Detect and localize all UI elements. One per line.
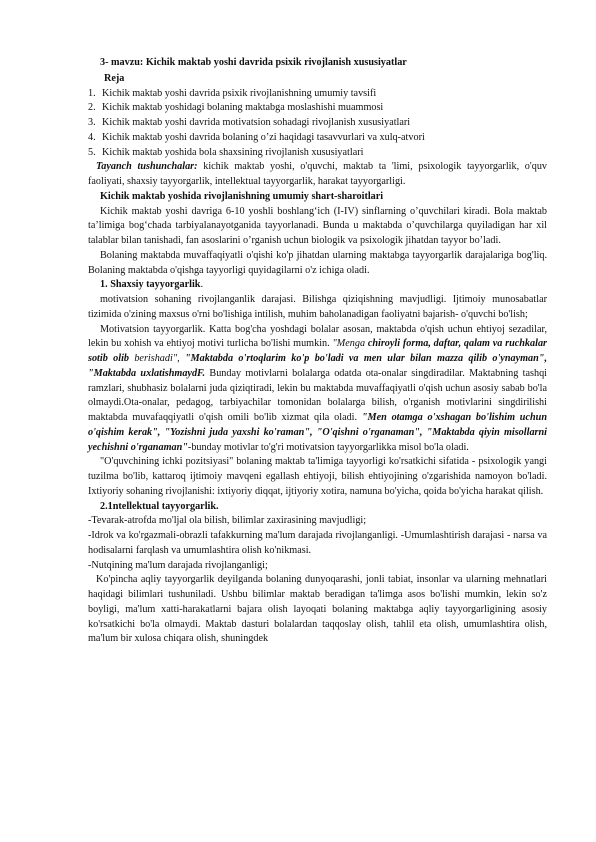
subsection-heading-personal xyxy=(88,278,547,293)
text-run: -bunday motivlar to'g'ri motivatsion tayyorgarlikka misol bo'la oladi. xyxy=(187,441,469,453)
plan-list xyxy=(88,87,547,161)
subsection-heading-intellectual: 2.1ntellektual tayyorgarlik. xyxy=(100,500,219,512)
italic-run: berishadi", xyxy=(134,353,185,364)
bold-italic-run: chiroyli forma, daftar, qalam va ruchkalar sotib olib xyxy=(88,338,548,364)
plan-item-text: Kichik maktab yoshida bola shaxsining rivojlanish xususiyatlari xyxy=(102,146,364,158)
paragraph-intro: Kichik maktab yoshi davriga 6-10 yoshli boshlang‘ich (I-IV) sinflarning o’quvchilari kiradi. Bola maktab ta’limiga bog‘chada tarbiyalanayotganida tayyorlanadi. Bunda u maktabda o’quvchilarga quyiladigan har xil talablar bilan tanishadi, fan asoslarini o’rganish uchun biologik va psixologik jihatdan tayyor bo’ladi. xyxy=(88,205,547,246)
plan-item-number: 4. xyxy=(88,131,96,143)
bold-italic-run: "Men otamga o'xshagan bo'lishim uchun o'qishim kerak", "Yozishni juda yaxshi ko'raman", "O'qishni o'rganaman", "Maktabda qiyin misollarni yechishni o'rganaman" xyxy=(88,412,547,453)
subsection-dot: . xyxy=(200,279,204,291)
list-line: -Idrok va ko'rgazmali-obrazli tafakkurning ma'lum darajada rivojlanganligi. -Umumlashtirish darajasi - narsa va hodisalarni farqlash va umumlashtira olish ko'nikmasi. xyxy=(88,530,547,556)
list-line: -Nutqining ma'lum darajada rivojlanganligi; xyxy=(88,559,268,571)
plan-item-text: Kichik maktab yoshi davrida psixik rivojlanishning umumiy tavsifi xyxy=(102,87,377,99)
paragraph-inner-position: "O'quvchining ichki pozitsiyasi" bolaning maktab ta'limiga tayyorligi ko'rsatkichi sifatida - psixologik yangi tuzilma bo'lib, kattaroq ijtimoiy mavqeni egallash ehtiyoji, bilish ehtiyojining o'zgarishida namoyon bo'ladi. Ixtiyoriy sohaning rivojlanishi: ixtiyoriy diqqat, ijtiyoriy xotira, namuna bo'yicha, qoida bo'yicha harakat qilish. xyxy=(88,456,547,497)
plan-item-text: Kichik maktab yoshi davrida bolaning o’zi haqidagi tasavvurlari va xulq-atvori xyxy=(102,131,425,143)
plan-item-number: 3. xyxy=(88,117,96,128)
plan-item-number: 5. xyxy=(88,146,96,158)
topic-title: 3- mavzu: Kichik maktab yoshi davrida psixik rivojlanish xususiyatlar xyxy=(100,57,407,68)
paragraph-motivational-readiness xyxy=(88,323,547,456)
plan-heading: Reja xyxy=(104,72,125,84)
plan-item-text: Kichik maktab yoshidagi bolaning maktabga moslashishi muammosi xyxy=(102,102,384,114)
paragraph-mental-readiness: Ko'pincha aqliy tayyorgarlik deyilganda bolaning dunyoqarashi, jonli tabiat, insonlar va ularning mehnatlari haqidagi bilimlari tushuniladi. Ushbu bilimlar maktab beradigan ta'limga asos bo'lishi mumkin, lekin so'z boyligi, ma'lum xatti-harakatlarni bajara olish layoqati bolaning maktabga aqliy tayyorgarligining asosiy ko'rsatkichi bo'la olmaydi. Maktab dasturi bolalardan taqqoslay olish, tahlil eta olish, umumlashtira olish, ma'lum bir xulosa chiqara olish, shuningdek xyxy=(88,574,547,645)
paragraph-motivation-sphere: motivatsion sohaning rivojlanganlik darajasi. Bilishga qiziqishning mavjudligi. Ijtimoiy munosabatlar tizimida o'zining maxsus o'rni bo'lishiga intilish, muhim baholanadigan faoliyatni bajarish- o'quvchi bo'lish; xyxy=(88,294,547,320)
plan-item-text: Kichik maktab yoshi davrida motivatsion sohadagi rivojlanish xususiyatlari xyxy=(102,117,411,128)
plan-item-number: 2. xyxy=(88,102,96,114)
section-heading: Kichik maktab yoshida rivojlanishning umumiy shart-sharoitlari xyxy=(100,190,384,202)
list-line: -Tevarak-atrofda mo'ljal ola bilish, bilimlar zaxirasining mavjudligi; xyxy=(88,515,367,527)
italic-run: "Menga xyxy=(332,338,368,350)
bold-italic-run: "Maktabda o'rtoqlarim ko'p bo'ladi va men ular bilan mazza qilib o'ynayman", "Maktabda uxlatishmaydF. xyxy=(88,353,548,379)
text-run: Motivatsion tayyorgarlik. Katta bog'cha yoshdagi bolalar asosan, maktabda o'qish uchun ehtiyoj sezadilar, lekin bu xohish va ehtiyoj motivi turlicha bo'lishi mumkin. xyxy=(88,323,547,350)
keywords-text: kichik maktab yoshi, o'quvchi, maktab ta 'limi, psixologik tayyorgarlik, o'quv faoliyati, shaxsiy tayyorgarlik, intellektual tayyorgarlik, harakat tayyorgarligi. xyxy=(88,161,548,187)
keywords-label: Tayanch tushunchalar: xyxy=(96,161,198,173)
plan-item-number: 1. xyxy=(88,87,96,99)
text-run: Bunday motivlarni bolalarga odatda ota-onalar singdiradilar. Maktabning tashqi ramzlari, shubhasiz bolalarni juda qiziqtiradi, lekin bu maktabda muvaffaqiyatli o'qish uchun asosiy sabab bo'la olmaydi.Ota-onalar, pedagog, tarbiyachilar tomonidan bolalarga bilish, o'rganish motivlarini singdirilishi maktabda muvafaqqiyatli o'qish omili bo'lib xizmat qila oladi. xyxy=(88,367,547,423)
plan-item xyxy=(88,146,547,161)
plan-item xyxy=(88,131,547,146)
keywords-paragraph xyxy=(88,160,547,190)
plan-item xyxy=(88,87,547,102)
plan-item xyxy=(88,101,547,116)
subsection-title: 1. Shaxsiy tayyorgarlik xyxy=(100,279,201,291)
paragraph-readiness: Bolaning maktabda muvaffaqiyatli o'qishi ko'p jihatdan ularning maktabga tayyorgarlik darajalariga bog'liq. Bolaning maktabda o'qishga tayyorligi quyidagilarni o'z ichiga oladi. xyxy=(88,249,547,276)
plan-item xyxy=(88,116,547,131)
document-body xyxy=(88,56,547,647)
